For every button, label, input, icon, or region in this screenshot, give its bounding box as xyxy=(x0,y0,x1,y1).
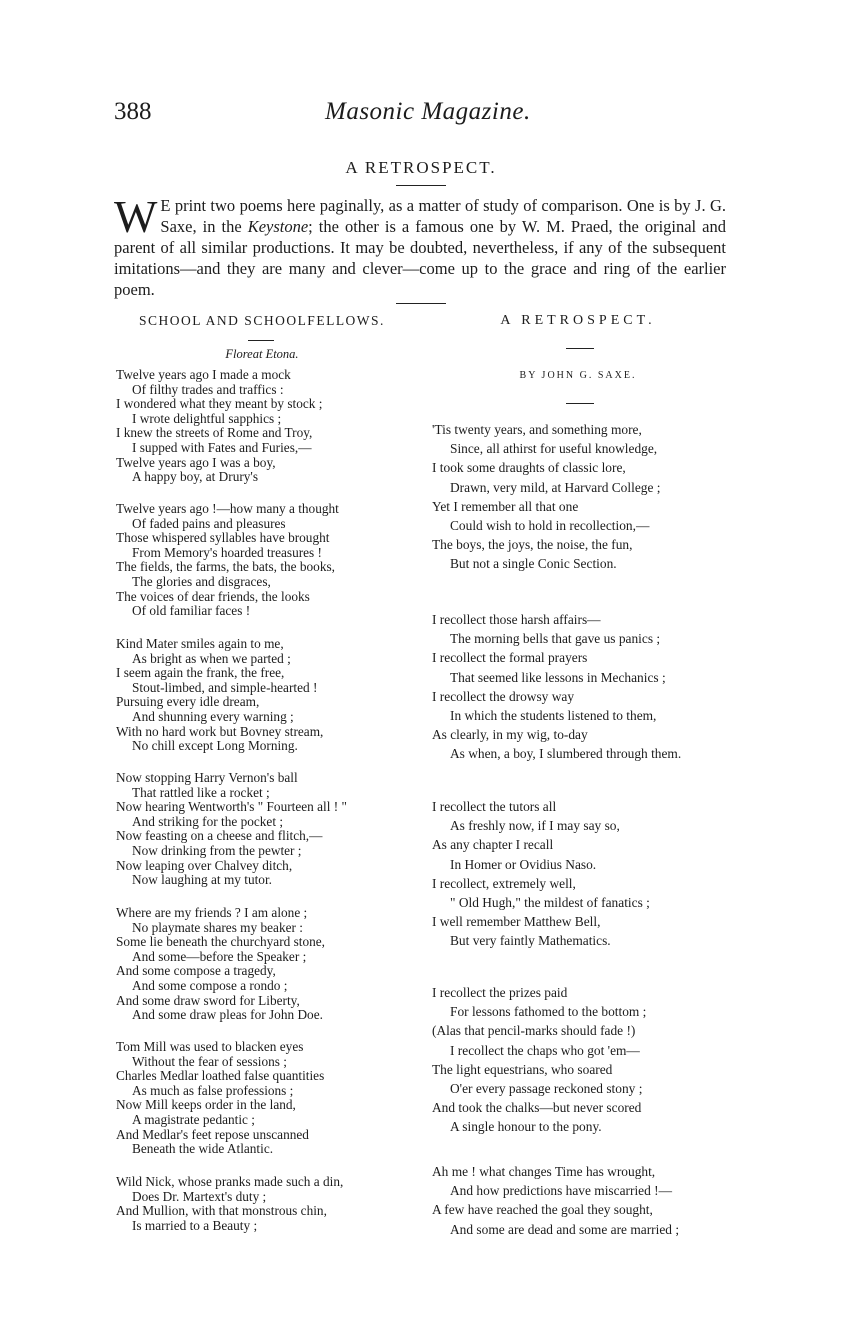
left-stanza xyxy=(116,637,323,754)
left-stanza xyxy=(116,906,325,1023)
poem-line: The boys, the joys, the noise, the fun, xyxy=(432,537,633,553)
poem-line: I recollect those harsh affairs— xyxy=(432,612,601,627)
poem-line: Ah me ! what changes Time has wrought, xyxy=(432,1164,656,1179)
poem-line: Of old familiar faces ! xyxy=(132,603,251,619)
right-stanza xyxy=(432,610,681,764)
poem-line: I recollect, extremely well, xyxy=(432,875,576,891)
right-poem-title: A RETROSPECT. xyxy=(500,313,656,328)
poem-line: Yet I remember all that one xyxy=(432,498,579,514)
intro-paragraph xyxy=(114,191,726,300)
poem-line: Those whispered syllables have brought xyxy=(116,530,330,546)
intro-italic: Keystone xyxy=(247,217,309,236)
intro-text-1: E print two poems here paginally, as a matter of study of comparison. One is by J. G. Saxe, in the xyxy=(160,196,726,236)
poem-line: A single honour to the pony. xyxy=(450,1119,602,1135)
poem-line: I recollect the prizes paid xyxy=(432,985,568,1000)
right-stanza xyxy=(432,420,660,574)
right-title-rule xyxy=(566,348,594,349)
poem-line: I wondered what they meant by stock ; xyxy=(116,396,323,412)
poem-line: Drawn, very mild, at Harvard College ; xyxy=(450,479,661,495)
left-stanza xyxy=(116,1040,324,1157)
poem-line: But not a single Conic Section. xyxy=(450,556,617,572)
poem-line: Of filthy trades and traffics : xyxy=(132,381,284,397)
byline-rule xyxy=(566,403,594,404)
poem-line: Now Mill keeps order in the land, xyxy=(116,1097,296,1113)
poem-line: And Medlar's feet repose unscanned xyxy=(116,1126,309,1142)
poem-line: For lessons fathomed to the bottom ; xyxy=(450,1004,647,1020)
running-head: Masonic Magazine. xyxy=(325,98,531,125)
poem-line: From Memory's hoarded treasures ! xyxy=(132,544,322,560)
poem-line: A few have reached the goal they sought, xyxy=(432,1202,653,1218)
poem-line: In Homer or Ovidius Naso. xyxy=(450,856,597,872)
poem-line: I seem again the frank, the free, xyxy=(116,665,285,681)
poem-line: The voices of dear friends, the looks xyxy=(116,588,310,604)
poem-line: " Old Hugh," the mildest of fanatics ; xyxy=(450,895,650,911)
poem-line: That seemed like lessons in Mechanics ; xyxy=(450,669,666,685)
poem-line: (Alas that pencil-marks should fade !) xyxy=(432,1023,636,1039)
poem-line: I knew the streets of Rome and Troy, xyxy=(116,425,313,441)
poem-line: Wild Nick, whose pranks made such a din, xyxy=(116,1174,344,1189)
left-stanza xyxy=(116,502,339,619)
poem-line: Twelve years ago I was a boy, xyxy=(116,454,276,470)
poem-line: And some—before the Speaker ; xyxy=(132,948,307,964)
poem-line: With no hard work but Bovney stream, xyxy=(116,723,324,739)
poem-line: As when, a boy, I slumbered through them. xyxy=(450,746,682,762)
poem-line: I well remember Matthew Bell, xyxy=(432,914,601,930)
poem-line: That rattled like a rocket ; xyxy=(132,784,270,800)
poem-line: No chill except Long Morning. xyxy=(132,738,298,754)
poem-line: And some compose a rondo ; xyxy=(132,977,288,993)
poem-line: Could wish to hold in recollection,— xyxy=(450,518,650,534)
poem-line: Now laughing at my tutor. xyxy=(132,872,272,888)
right-stanza xyxy=(432,1162,679,1239)
poem-line: I supped with Fates and Furies,— xyxy=(132,439,312,455)
left-stanza xyxy=(116,368,322,485)
poem-line: I recollect the chaps who got 'em— xyxy=(450,1042,640,1058)
poem-line: As much as false professions ; xyxy=(132,1082,294,1098)
poem-line: Beneath the wide Atlantic. xyxy=(132,1141,274,1157)
poem-line: And took the chalks—but never scored xyxy=(432,1100,642,1116)
right-stanza xyxy=(432,983,646,1137)
poem-line: As freshly now, if I may say so, xyxy=(450,818,620,834)
poem-line: And Mullion, with that monstrous chin, xyxy=(116,1203,327,1219)
intro-rule xyxy=(396,303,446,304)
poem-line: In which the students listened to them, xyxy=(450,708,657,724)
poem-line: And some compose a tragedy, xyxy=(116,963,276,979)
poem-line: Some lie beneath the churchyard stone, xyxy=(116,934,325,950)
poem-line: Twelve years ago !—how many a thought xyxy=(116,501,339,516)
article-title: A RETROSPECT. xyxy=(345,158,497,177)
poem-line: 'Tis twenty years, and something more, xyxy=(432,422,642,437)
poem-line: Does Dr. Martext's duty ; xyxy=(132,1188,267,1204)
poem-line: Now stopping Harry Vernon's ball xyxy=(116,770,298,785)
right-poem-byline: BY JOHN G. SAXE. xyxy=(519,370,637,381)
poem-line: Without the fear of sessions ; xyxy=(132,1053,287,1069)
poem-line: I recollect the formal prayers xyxy=(432,650,588,666)
poem-line: I wrote delightful sapphics ; xyxy=(132,410,282,426)
left-poem-title: SCHOOL AND SCHOOLFELLOWS. xyxy=(139,313,385,328)
intro-text-2: ; the other is a famous one by W. M. Praed, the original and parent of all similar productions. It may be doubted, nevertheless, if any of the subsequent imitations—and they are many and clever—come up to the grace and ring of the earlier poem. xyxy=(114,217,726,299)
poem-line: Now hearing Wentworth's " Fourteen all ! " xyxy=(116,799,347,815)
poem-line: Twelve years ago I made a mock xyxy=(116,367,291,382)
poem-line: As bright as when we parted ; xyxy=(132,650,291,666)
drop-cap: W xyxy=(114,191,158,242)
poem-line: I took some draughts of classic lore, xyxy=(432,460,626,476)
right-stanza xyxy=(432,797,650,951)
poem-line: A magistrate pedantic ; xyxy=(132,1111,255,1127)
poem-line: O'er every passage reckoned stony ; xyxy=(450,1081,643,1097)
poem-line: Kind Mater smiles again to me, xyxy=(116,636,284,651)
poem-line: Now feasting on a cheese and flitch,— xyxy=(116,828,323,844)
poem-line: Stout-limbed, and simple-hearted ! xyxy=(132,679,318,695)
poem-line: And some draw pleas for John Doe. xyxy=(132,1007,323,1023)
poem-line: And some are dead and some are married ; xyxy=(450,1221,680,1237)
left-stanza xyxy=(116,771,347,888)
poem-line: And shunning every warning ; xyxy=(132,708,294,724)
poem-line: Charles Medlar loathed false quantities xyxy=(116,1068,325,1084)
poem-line: The morning bells that gave us panics ; xyxy=(450,631,661,647)
page-number: 388 xyxy=(114,98,152,125)
poem-line: Now leaping over Chalvey ditch, xyxy=(116,857,293,873)
poem-line: Where are my friends ? I am alone ; xyxy=(116,905,308,920)
poem-line: Now drinking from the pewter ; xyxy=(132,842,302,858)
poem-line: Pursuing every idle dream, xyxy=(116,694,260,710)
poem-line: But very faintly Mathematics. xyxy=(450,933,611,949)
left-stanza xyxy=(116,1175,343,1233)
poem-line: And how predictions have miscarried !— xyxy=(450,1183,672,1199)
poem-line: Tom Mill was used to blacken eyes xyxy=(116,1039,304,1054)
poem-line: Of faded pains and pleasures xyxy=(132,515,286,531)
poem-line: And some draw sword for Liberty, xyxy=(116,992,300,1008)
poem-line: I recollect the drowsy way xyxy=(432,688,575,704)
poem-line: The fields, the farms, the bats, the books, xyxy=(116,559,335,575)
left-title-rule xyxy=(248,340,274,341)
poem-line: The light equestrians, who soared xyxy=(432,1061,613,1077)
poem-line: As clearly, in my wig, to-day xyxy=(432,727,588,743)
poem-line: A happy boy, at Drury's xyxy=(132,469,258,485)
poem-line: As any chapter I recall xyxy=(432,837,554,853)
poem-line: No playmate shares my beaker : xyxy=(132,919,303,935)
title-rule xyxy=(396,185,446,186)
poem-line: The glories and disgraces, xyxy=(132,573,271,589)
poem-line: Is married to a Beauty ; xyxy=(132,1217,258,1233)
poem-line: I recollect the tutors all xyxy=(432,799,557,814)
poem-line: And striking for the pocket ; xyxy=(132,813,284,829)
poem-line: Since, all athirst for useful knowledge, xyxy=(450,441,658,457)
left-poem-motto: Floreat Etona. xyxy=(225,347,299,361)
